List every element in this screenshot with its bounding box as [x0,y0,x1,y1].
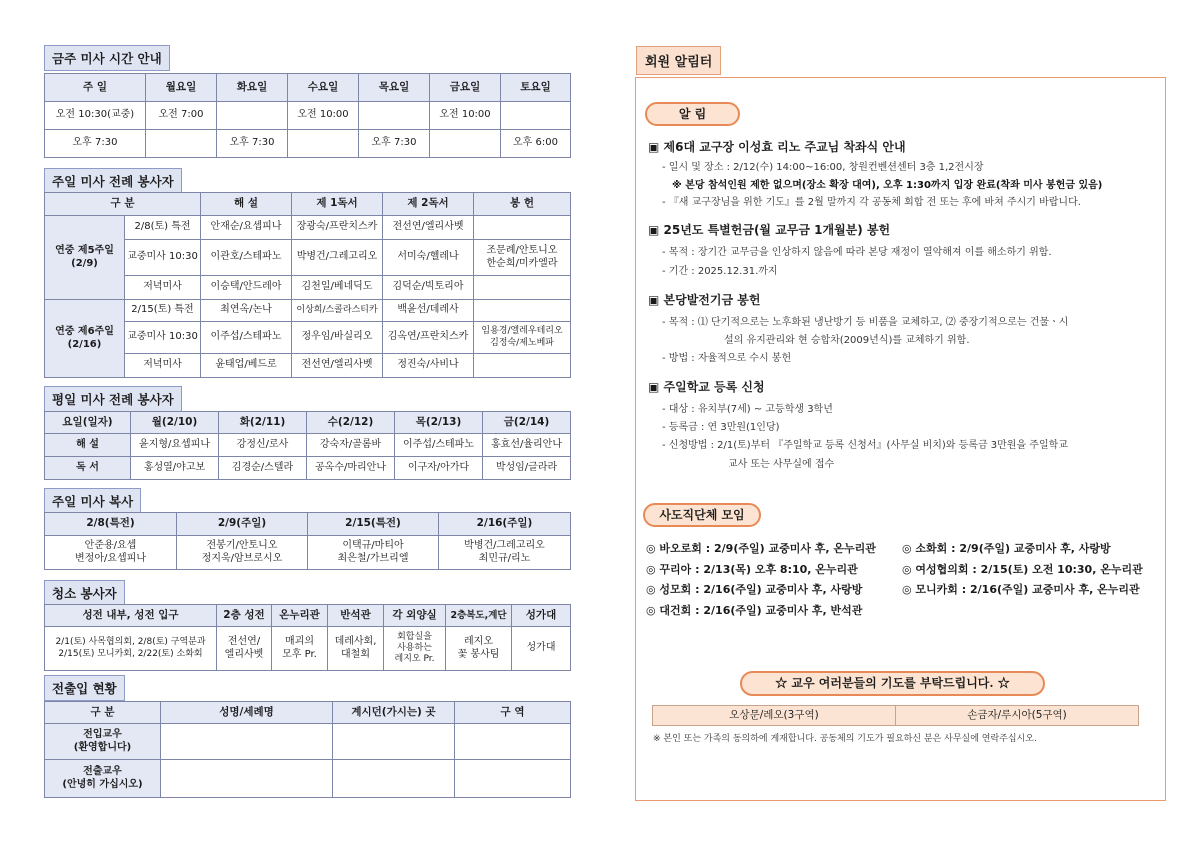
weekday-cell: 윤지형/요셉피나 [131,434,219,457]
altar-cell [308,536,439,570]
weekday-cell: 이구자/아가다 [395,457,483,480]
cleaning-line: 꽃 봉사팀 [457,648,500,660]
groups-pill: 사도직단체 모임 [643,503,761,527]
notice-item-heading: ▣ 25년도 특별헌금(월 교무금 1개월분) 봉헌 [648,223,891,237]
notice-item-heading: ▣ 주일학교 등록 신청 [648,380,765,394]
cleaning-cell [384,627,446,671]
cleaning-line: 매괴의 [285,636,314,647]
altar-name: 최민규/리노 [478,552,531,564]
notice-line: ※ 본당 참석인원 제한 없으며(장소 확장 대여), 오후 1:30까지 입장 완료(착좌 미사 봉헌금 있음) [672,180,1103,191]
sunday-cell: 박병건/그레고리오 [292,240,383,276]
prayer-pill: ☆ 교우 여러분들의 기도를 부탁드립니다. ☆ [740,671,1045,696]
sunday-cell: 장광숙/프란치스카 [292,216,383,240]
weekday-header: 화(2/11) [219,412,307,434]
transfers-header: 계시던(가시는) 곳 [333,702,455,724]
transfers-header: 구 역 [455,702,571,724]
sunday-header: 해 설 [201,193,292,216]
label-line: (환영합니다) [73,741,132,753]
label-line: 전출교우 [83,766,122,777]
sunday-cell: 윤태업/베드로 [201,354,292,378]
mass-header: 주 일 [45,74,146,102]
sunday-servers-title: 주일 미사 전례 봉사자 [44,168,182,194]
sunday-cell: 김옥연/프란치스카 [383,322,474,354]
group-name: 연중 제5주일 [55,245,114,256]
notice-line: - 등록금 : 연 3만원(1인당) [662,422,780,433]
altar-header: 2/9(주일) [177,513,308,536]
cleaning-table [44,604,571,671]
group-meeting: ◎ 바오로회 : 2/9(주일) 교중미사 후, 온누리관 [646,542,876,555]
prayer-name: 오상문/레오(3구역) [653,706,896,726]
altar-header: 2/15(특전) [308,513,439,536]
transfer-cell [333,724,455,760]
notice-line: - 목적 : 장기간 교무금을 인상하지 않음에 따라 본당 재정이 열악해져 이를 해소하기 위함. [662,247,1052,258]
group-meeting: ◎ 꾸리아 : 2/13(목) 오후 8:10, 온누리관 [646,563,858,576]
mass-header: 토요일 [501,74,571,102]
sunday-cell: 안재순/요셉피나 [201,216,292,240]
group-date: (2/9) [71,257,98,269]
sunday-cell: 백윤선/데레사 [383,300,474,322]
altar-name: 최은철/가브리엘 [337,552,409,564]
notice-line: - 신청방법 : 2/1(토)부터 『주일학교 등록 신청서』(사무실 비치)와 등록금 3만원을 주일학교 [662,440,1068,451]
cleaning-line: 레지오 Pr. [394,654,435,665]
sunday-header: 제 1독서 [292,193,383,216]
cleaning-line: 대철회 [341,648,370,660]
cleaning-cell [45,627,217,671]
weekday-cell: 공옥수/마리안나 [307,457,395,480]
transfer-cell [161,760,333,798]
prayer-name: 손금자/루시아(5구역) [896,706,1139,726]
transfers-header: 구 분 [45,702,161,724]
cleaning-header: 성가대 [512,605,571,627]
notice-line: - 『새 교구장님을 위한 기도』를 2월 말까지 각 공동체 회합 전 또는 후에 바쳐 주시기 바랍니다. [662,197,1081,208]
group-meeting: ◎ 여성협의회 : 2/15(토) 오전 10:30, 온누리관 [902,563,1143,576]
weekday-cell: 강정신/로사 [219,434,307,457]
altar-servers-title: 주일 미사 복사 [44,488,141,514]
sunday-cell: 저녁미사 [125,354,201,378]
cleaning-header: 성전 내부, 성전 입구 [45,605,217,627]
cleaning-header: 반석관 [328,605,384,627]
mass-cell [217,102,288,130]
weekday-servers-title: 평일 미사 전례 봉사자 [44,386,182,412]
sunday-header: 제 2독서 [383,193,474,216]
mass-header: 월요일 [146,74,217,102]
sunday-cell: 교중미사 10:30 [125,322,201,354]
transfer-cell [161,724,333,760]
mass-cell [359,102,430,130]
cleaning-line: 모후 Pr. [282,648,317,660]
notice-item-heading: ▣ 제6대 교구장 이성효 리노 주교님 착좌식 안내 [648,140,906,154]
weekday-header: 금(2/14) [483,412,571,434]
mass-cell [146,130,217,158]
transfer-cell [455,724,571,760]
sunday-cell: 임용경/엘레우테리오 김정숙/제노베파 [474,322,571,354]
mass-cell: 오후 6:00 [501,130,571,158]
notice-title: 회원 알림터 [636,46,721,75]
notice-line: - 방법 : 자율적으로 수시 봉헌 [662,353,792,364]
mass-times-title: 금주 미사 시간 안내 [44,45,170,71]
label-line: 전입교우 [83,729,122,740]
weekday-header: 목(2/13) [395,412,483,434]
sunday-cell: 2/15(토) 특전 [125,300,201,322]
cleaning-cell [328,627,384,671]
group-meeting: ◎ 성모회 : 2/16(주일) 교중미사 후, 사랑방 [646,583,863,596]
notice-line: 설의 유지관리와 현 승합차(2009년식)를 교체하기 위함. [724,335,970,346]
cleaning-header: 2층복도,계단 [446,605,512,627]
cleaning-title: 청소 봉사자 [44,580,125,606]
transfer-out-label [45,760,161,798]
weekday-role: 해 설 [45,434,131,457]
sunday-cell [474,216,571,240]
sunday-cell: 조문례/안토니오 한순희/미카엘라 [474,240,571,276]
cleaning-line: 2/15(토) 모니카회, 2/22(토) 소화회 [58,648,203,659]
mass-cell [430,130,501,158]
weekday-servers-table [44,411,571,480]
mass-header: 목요일 [359,74,430,102]
notice-line: - 기간 : 2025.12.31.까지 [662,266,778,277]
mass-times-table [44,73,571,158]
weekday-cell: 홍효선/율리안나 [483,434,571,457]
sunday-cell [474,276,571,300]
weekday-cell: 박성임/글라라 [483,457,571,480]
group-meeting: ◎ 모니카회 : 2/16(주일) 교중미사 후, 온누리관 [902,583,1140,596]
sunday-group-label [45,300,125,378]
sunday-cell [474,300,571,322]
notice-item-heading: ▣ 본당발전기금 봉헌 [648,293,761,307]
group-name: 연중 제6주일 [55,326,114,337]
sunday-cell: 이관호/스테파노 [201,240,292,276]
group-date: (2/16) [67,338,102,350]
cleaning-line: 전선연/ [227,636,261,647]
sunday-cell: 최연옥/논나 [201,300,292,322]
cleaning-cell [272,627,328,671]
sunday-cell: 전선연/엘리사벳 [292,354,383,378]
label-line: (안녕히 가십시오) [62,778,143,790]
weekday-cell: 강숙자/골롬바 [307,434,395,457]
altar-cell [45,536,177,570]
sunday-cell [474,354,571,378]
weekday-header: 월(2/10) [131,412,219,434]
sunday-cell: 이승택/안드레아 [201,276,292,300]
weekday-cell: 이주섭/스테파노 [395,434,483,457]
group-meeting: ◎ 대건회 : 2/16(주일) 교중미사 후, 반석관 [646,604,863,617]
cleaning-line: 2/1(토) 사목협의회, 2/8(토) 구역분과 [55,637,206,648]
prayer-table [652,705,1139,726]
mass-cell: 오후 7:30 [217,130,288,158]
cleaning-cell [217,627,272,671]
transfer-in-label [45,724,161,760]
mass-cell: 오후 7:30 [359,130,430,158]
mass-cell: 오전 10:30(교중) [45,102,146,130]
mass-header: 금요일 [430,74,501,102]
cleaning-header: 2층 성전 [217,605,272,627]
transfers-header: 성명/세례명 [161,702,333,724]
mass-cell: 오후 7:30 [45,130,146,158]
mass-cell: 오전 7:00 [146,102,217,130]
altar-name: 안준용/요셉 [84,540,137,551]
weekday-header: 수(2/12) [307,412,395,434]
transfer-cell [333,760,455,798]
sunday-cell: 이주섭/스테파노 [201,322,292,354]
weekday-cell: 홍성열/야고보 [131,457,219,480]
weekday-header: 요일(일자) [45,412,131,434]
prayer-footnote: ※ 본인 또는 가족의 동의하에 게재합니다. 공동체의 기도가 필요하신 분은 사무실에 연락주십시오. [653,734,1037,744]
mass-header: 수요일 [288,74,359,102]
sunday-cell: 정진숙/사비나 [383,354,474,378]
sunday-cell: 저녁미사 [125,276,201,300]
weekday-cell: 김경순/스텔라 [219,457,307,480]
mass-header: 화요일 [217,74,288,102]
sunday-header: 봉 헌 [474,193,571,216]
transfer-cell [455,760,571,798]
sunday-group-label [45,216,125,300]
notice-line: - 일시 및 장소 : 2/12(수) 14:00~16:00, 창원컨벤션센터 3층 1,2전시장 [662,162,984,173]
cleaning-line: 데레사회, [334,636,377,647]
cleaning-line: 엘리사벳 [224,648,264,660]
notice-line: - 목적 : ⑴ 단기적으로는 노후화된 냉난방기 등 비품을 교체하고, ⑵ 중장기적으로는 건물ㆍ시 [662,317,1069,328]
cleaning-header: 온누리관 [272,605,328,627]
mass-cell [501,102,571,130]
cleaning-cell [446,627,512,671]
cleaning-line: 사용하는 [397,642,432,653]
transfers-table [44,701,571,798]
mass-cell [288,130,359,158]
altar-name: 정지욱/암브로시오 [201,552,283,564]
altar-name: 변정아/요셉피나 [75,552,146,564]
transfers-title: 전출입 현황 [44,675,125,701]
mass-cell: 오전 10:00 [430,102,501,130]
mass-cell: 오전 10:00 [288,102,359,130]
notice-line: 교사 또는 사무실에 접수 [728,459,835,470]
sunday-cell: 2/8(토) 특전 [125,216,201,240]
sunday-cell: 교중미사 10:30 [125,240,201,276]
cleaning-header: 각 외양실 [384,605,446,627]
altar-header: 2/16(주일) [439,513,571,536]
cleaning-cell: 성가대 [512,627,571,671]
notice-pill: 알 림 [645,102,740,126]
altar-header: 2/8(특전) [45,513,177,536]
altar-name: 박병건/그레고리오 [464,540,545,551]
altar-name: 전봉기/안토니오 [206,540,278,551]
notice-line: - 대상 : 유치부(7세) ~ 고등학생 3학년 [662,404,833,415]
sunday-header: 구 분 [45,193,201,216]
group-meeting: ◎ 소화회 : 2/9(주일) 교중미사 후, 사랑방 [902,542,1111,555]
sunday-cell: 김덕순/빅토리아 [383,276,474,300]
altar-servers-table [44,512,571,570]
sunday-cell: 서미숙/헬레나 [383,240,474,276]
altar-cell [177,536,308,570]
weekday-role: 독 서 [45,457,131,480]
altar-cell [439,536,571,570]
sunday-cell: 김천일/베네딕도 [292,276,383,300]
sunday-cell: 정우임/바실리오 [292,322,383,354]
sunday-cell: 전선연/엘리사벳 [383,216,474,240]
cleaning-line: 레지오 [464,636,493,647]
cleaning-line: 회합실을 [397,631,432,642]
sunday-cell: 이상희/스콜라스티카 [292,300,383,322]
sunday-servers-table [44,192,571,378]
altar-name: 이택규/마티아 [342,540,404,551]
